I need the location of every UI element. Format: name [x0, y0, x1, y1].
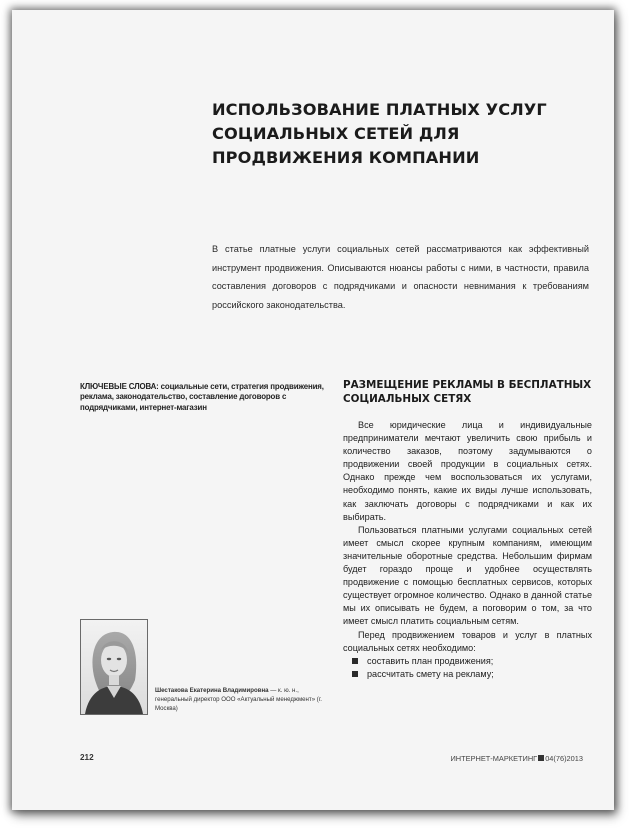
author-photo — [80, 619, 148, 715]
journal-issue: 04(76)2013 — [545, 754, 583, 763]
author-name: Шестакова Екатерина Владимировна — [155, 687, 269, 694]
bullet-item — [343, 668, 592, 681]
article-body — [343, 419, 592, 681]
author-details: — к. ю. н., генеральный директор ООО «Актуальный менеджмент» (г. Москва) — [155, 687, 322, 713]
author-info — [155, 686, 330, 714]
body-paragraph: Все юридические лица и индивидуальные предприниматели мечтают увеличить свою прибыль и количество заказов, поэтому задумываются о продвижении своей продукции в социальных сетях. Однако прежде чем воспользоваться их услугами, необходимо понять, какие их виды лучше использовать, как заключать договоры с подрядчиками и как их выбирать. — [343, 420, 592, 522]
article-keywords: КЛЮЧЕВЫЕ СЛОВА: социальные сети, стратегия продвижения, реклама, законодательство, составление договоров с подрядчиками, интернет-магазин — [80, 382, 324, 412]
article-abstract: В статье платные услуги социальных сетей рассматриваются как эффективный инструмент продвижения. Описываются нюансы работы с ними, в частности, правила составления договоров с подрядчиками и опасности невнимания к требованиям российского законодательства. — [212, 244, 589, 310]
bullet-text: составить план продвижения; — [367, 655, 494, 666]
bullet-text: рассчитать смету на рекламу; — [367, 668, 494, 679]
footer-square-icon — [538, 755, 544, 761]
journal-footer — [451, 754, 584, 763]
article-title: ИСПОЛЬЗОВАНИЕ ПЛАТНЫХ УСЛУГ СОЦИАЛЬНЫХ СЕТЕЙ ДЛЯ ПРОДВИЖЕНИЯ КОМПАНИИ — [212, 100, 547, 167]
section-title: РАЗМЕЩЕНИЕ РЕКЛАМЫ В БЕСПЛАТНЫХ СОЦИАЛЬНЫХ СЕТЯХ — [343, 379, 592, 405]
bullet-list — [343, 655, 592, 681]
body-paragraph: Пользоваться платными услугами социальных сетей имеет смысл скорее крупным компаниям, имеющим значительные оборотные средства. Небольшим фирмам будет гораздо проще и удобнее осуществлять продвижение с помощью бесплатных сервисов, которых существует огромное количество. Однако в данной статье мы их описывать не будем, а поговорим о том, за что имеет смысл платить социальным сетям. — [343, 524, 592, 627]
author-portrait-icon — [81, 620, 147, 714]
journal-name: ИНТЕРНЕТ-МАРКЕТИНГ — [450, 754, 538, 763]
bullet-item — [343, 655, 592, 668]
document-page — [12, 10, 614, 810]
body-paragraph: Перед продвижением товаров и услуг в платных социальных сетях необходимо: — [343, 629, 592, 653]
page-number: 212 — [80, 753, 94, 762]
bullet-square-icon — [352, 658, 358, 664]
bullet-square-icon — [352, 671, 358, 677]
